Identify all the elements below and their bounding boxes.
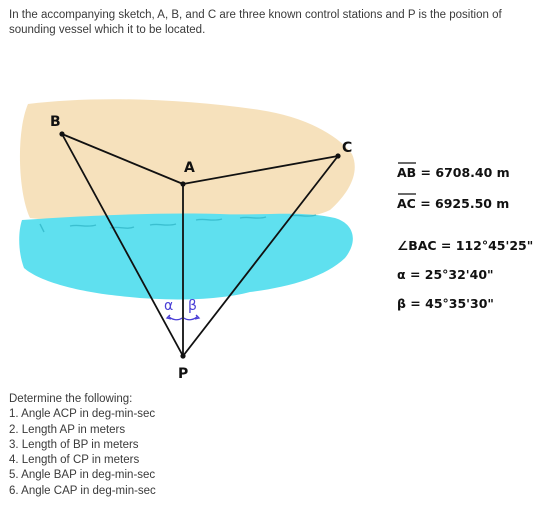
questions-heading: Determine the following: <box>9 393 133 405</box>
question-item: 1. Angle ACP in deg-min-sec <box>9 408 156 421</box>
problem-statement: In the accompanying sketch, A, B, and C are three known control stations and P is the position of sounding vessel which it to be located. <box>9 9 502 36</box>
questions-list <box>9 392 309 499</box>
label-b: B <box>50 114 61 130</box>
label-c: C <box>342 140 353 156</box>
given-alpha: α = 25°32'40" <box>397 267 494 282</box>
label-alpha: α <box>164 298 174 314</box>
question-item: 3. Length of BP in meters <box>9 438 139 451</box>
given-bac: ∠BAC = 112°45'25" <box>397 238 534 253</box>
given-ac: AC = 6925.50 m <box>397 196 510 211</box>
given-values <box>397 163 533 311</box>
question-item: 4. Length of CP in meters <box>9 454 140 467</box>
question-item: 6. Angle CAP in deg-min-sec <box>9 484 156 497</box>
water-region <box>19 213 353 299</box>
given-beta: β = 45°35'30" <box>397 296 494 311</box>
survey-sketch <box>0 92 559 382</box>
label-beta: β <box>188 298 197 314</box>
label-a: A <box>184 160 195 176</box>
question-item: 5. Angle BAP in deg-min-sec <box>9 469 156 482</box>
question-item: 2. Length AP in meters <box>9 423 126 436</box>
label-p: P <box>178 366 189 382</box>
given-ab: AB = 6708.40 m <box>397 165 510 180</box>
